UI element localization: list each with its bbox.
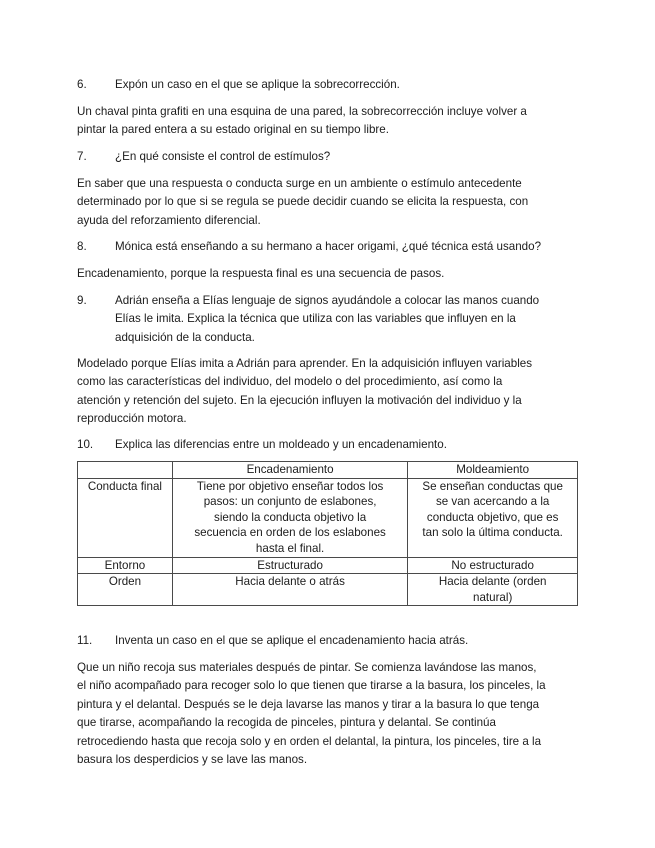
question-text: Expón un caso en el que se aplique la sobrecorrección. [115, 78, 400, 91]
answer-line: el niño acompañado para recoger solo lo que tienen que tirarse a la basura, los pinceles, la [77, 679, 546, 693]
comparison-table [77, 461, 578, 606]
table-header-cell: Encadenamiento [172, 462, 407, 479]
cell-line: siendo la conducta objetivo la [214, 510, 367, 524]
question-line: adquisición de la conducta. [115, 330, 255, 344]
answer-line: En saber que una respuesta o conducta surge en un ambiente o estímulo antecedente [77, 177, 522, 190]
question-text: ¿En qué consiste el control de estímulos? [115, 150, 331, 163]
answer-line: ayuda del reforzamiento diferencial. [77, 213, 261, 227]
question-number: 10. [77, 438, 94, 451]
answer-line: reproducción motora. [77, 412, 187, 426]
table-cell [408, 574, 578, 606]
answer-line: Modelado porque Elías imita a Adrián para aprender. En la adquisición influyen variables [77, 357, 533, 370]
question-8 [77, 238, 541, 256]
table-cell [408, 557, 578, 574]
answer-line: basura los desperdicios y se lave las manos. [77, 753, 308, 767]
answer-line: determinado por lo que si se regula se puede decidir cuando se elicita la respuesta, con [77, 195, 529, 209]
table-row [78, 574, 578, 606]
answer-line: Que un niño recoja sus materiales después de pintar. Se comienza lavándose las manos, [77, 661, 537, 674]
question-text: Mónica está enseñando a su hermano a hacer origami, ¿qué técnica está usando? [115, 240, 542, 253]
question-line: Elías le imita. Explica la técnica que utiliza con las variables que influyen en la [115, 312, 516, 326]
question-number: 11. [77, 634, 93, 647]
answer-11 [77, 659, 546, 769]
question-7 [77, 148, 330, 166]
row-label: Orden [78, 574, 173, 606]
table-cell [408, 478, 578, 557]
table-header-cell [78, 462, 173, 479]
question-9 [77, 292, 539, 347]
answer-9 [77, 355, 532, 429]
question-number: 9. [77, 294, 87, 307]
answer-line: Un chaval pinta grafiti en una esquina de una pared, la sobrecorrección incluye volver a [77, 105, 527, 118]
answer-line: retrocediendo hasta que recoja solo y en orden el delantal, la pintura, los pinceles, tire a la [77, 734, 542, 748]
cell-line: Hacia delante (orden [438, 575, 547, 589]
cell-line: Se enseñan conductas que [422, 479, 563, 493]
cell-line: hasta el final. [255, 541, 325, 555]
cell-line: secuencia en orden de los eslabones [194, 526, 386, 540]
cell-line: Estructurado [257, 558, 323, 572]
row-label: Conducta final [78, 478, 173, 557]
question-6 [77, 76, 400, 94]
table-cell [172, 557, 407, 574]
question-number: 6. [77, 78, 87, 91]
cell-line: pasos: un conjunto de eslabones, [203, 495, 377, 509]
answer-7 [77, 175, 528, 230]
answer-6 [77, 103, 527, 140]
answer-line: como las características del individuo, del modelo o del procedimiento, así como la [77, 375, 503, 389]
question-10 [77, 436, 447, 454]
question-text: Inventa un caso en el que se aplique el encadenamiento hacia atrás. [115, 634, 469, 647]
question-text [115, 292, 539, 347]
table-header-cell: Moldeamiento [408, 462, 578, 479]
table-cell [172, 478, 407, 557]
table-header-row [78, 462, 578, 479]
question-number: 8. [77, 240, 87, 253]
cell-line: No estructurado [451, 558, 534, 572]
cell-line: natural) [473, 590, 513, 604]
answer-line: pintar la pared entera a su estado original en su tiempo libre. [77, 123, 389, 137]
question-line: Adrián enseña a Elías lenguaje de signos ayudándole a colocar las manos cuando [115, 294, 540, 307]
cell-line: se van acercando a la [435, 495, 550, 509]
question-11 [77, 632, 468, 650]
cell-line: conducta objetivo, que es [426, 510, 559, 524]
answer-line: pintura y el delantal. Después se le deja lavarse las manos y tirar a la basura lo que tenga [77, 697, 540, 711]
answer-line: atención y retención del sujeto. En la ejecución influyen la motivación del individuo y la [77, 393, 522, 407]
cell-line: Hacia delante o atrás [235, 575, 345, 589]
table-cell [172, 574, 407, 606]
question-number: 7. [77, 150, 87, 163]
table-row [78, 478, 578, 557]
table-row [78, 557, 578, 574]
cell-line: tan solo la última conducta. [422, 526, 563, 540]
row-label: Entorno [78, 557, 173, 574]
answer-line: que tirarse, acompañando la recogida de pinceles, pintura y delantal. Se continúa [77, 716, 496, 730]
answer-8 [77, 265, 444, 283]
question-text: Explica las diferencias entre un moldeado y un encadenamiento. [115, 438, 447, 451]
answer-line: Encadenamiento, porque la respuesta final es una secuencia de pasos. [77, 267, 445, 280]
cell-line: Tiene por objetivo enseñar todos los [196, 479, 384, 493]
